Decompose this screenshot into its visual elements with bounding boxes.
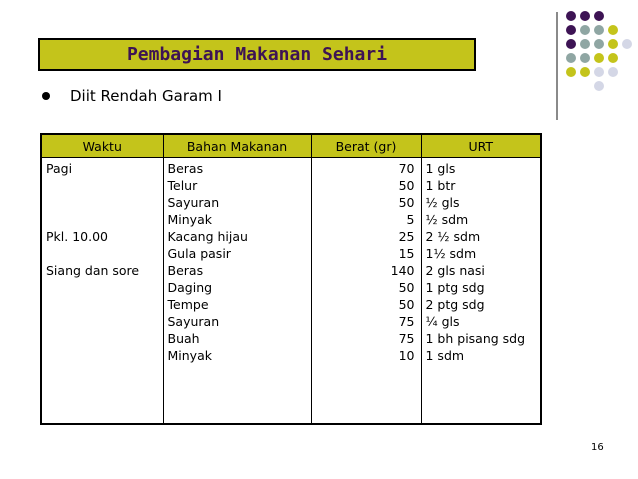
dot [566, 53, 576, 63]
dot [594, 67, 604, 77]
berat-line: 25 [398, 229, 415, 244]
slide-title: Pembagian Makanan Sehari [126, 44, 388, 65]
urt-line: 1 ptg sdg [425, 280, 485, 295]
decorative-dots [564, 10, 634, 100]
dot [594, 39, 604, 49]
dot [580, 67, 590, 77]
waktu-line: Pkl. 10.00 [46, 229, 108, 244]
table-row [41, 158, 541, 425]
waktu-line [46, 347, 159, 364]
dot [594, 11, 604, 21]
dot [594, 25, 604, 35]
urt-line: 1 gls [425, 161, 456, 176]
dot [622, 39, 632, 49]
bahan-line: Tempe [167, 297, 209, 312]
bahan-line: Telur [167, 178, 198, 193]
bullet-item [42, 87, 222, 105]
waktu-line: Siang dan sore [46, 263, 140, 278]
berat-line: 5 [406, 212, 415, 227]
header-urt: URT [421, 134, 541, 158]
bahan-line: Kacang hijau [167, 229, 248, 244]
cell-bahan [163, 158, 311, 425]
dot [566, 25, 576, 35]
table-header-row [41, 134, 541, 158]
bahan-line: Buah [167, 331, 200, 346]
waktu-line [46, 296, 159, 313]
bahan-line: Gula pasir [167, 246, 231, 261]
meal-table-wrapper [40, 133, 540, 425]
bahan-line: Sayuran [167, 195, 220, 210]
dot [566, 11, 576, 21]
dot [566, 39, 576, 49]
waktu-line [46, 194, 159, 211]
urt-line: 2 ptg sdg [425, 297, 485, 312]
header-bahan-makanan: Bahan Makanan [163, 134, 311, 158]
berat-line: 75 [398, 314, 415, 329]
waktu-line [46, 245, 159, 262]
bahan-line: Sayuran [167, 314, 220, 329]
waktu-line [46, 177, 159, 194]
urt-line: ½ sdm [425, 212, 469, 227]
dot [580, 39, 590, 49]
berat-line: 50 [398, 195, 415, 210]
waktu-line [46, 279, 159, 296]
decorative-divider [556, 12, 558, 120]
cell-berat [311, 158, 421, 425]
header-berat: Berat (gr) [311, 134, 421, 158]
dot [594, 53, 604, 63]
bahan-line: Beras [167, 161, 204, 176]
dot [594, 81, 604, 91]
meal-table [40, 133, 542, 425]
bahan-line: Minyak [167, 212, 212, 227]
urt-line: 1 btr [425, 178, 456, 193]
berat-line: 10 [398, 348, 415, 363]
berat-line: 140 [390, 263, 415, 278]
berat-line: 50 [398, 178, 415, 193]
title-banner [38, 38, 476, 71]
bahan-line: Beras [167, 263, 204, 278]
bahan-line: Daging [167, 280, 213, 295]
waktu-line [46, 211, 159, 228]
urt-line: 2 gls nasi [425, 263, 485, 278]
urt-line: ¼ gls [425, 314, 460, 329]
berat-line: 50 [398, 280, 415, 295]
bullet-text: Diit Rendah Garam I [70, 87, 222, 105]
urt-line: 1 sdm [425, 348, 465, 363]
dot [580, 53, 590, 63]
urt-line: 1 bh pisang sdg [425, 331, 526, 346]
header-waktu: Waktu [41, 134, 163, 158]
urt-line: 1½ sdm [425, 246, 477, 261]
waktu-line: Pagi [46, 161, 73, 176]
urt-line: ½ gls [425, 195, 460, 210]
dot [608, 39, 618, 49]
page-number: 16 [591, 442, 604, 453]
berat-line: 70 [398, 161, 415, 176]
berat-line: 15 [398, 246, 415, 261]
dot [566, 67, 576, 77]
waktu-line [46, 330, 159, 347]
dot [608, 53, 618, 63]
waktu-line [46, 313, 159, 330]
bullet-icon [42, 92, 50, 100]
cell-waktu [41, 158, 163, 425]
dot [580, 11, 590, 21]
cell-urt [421, 158, 541, 425]
bahan-line: Minyak [167, 348, 212, 363]
urt-line: 2 ½ sdm [425, 229, 481, 244]
dot [608, 25, 618, 35]
berat-line: 75 [398, 331, 415, 346]
berat-line: 50 [398, 297, 415, 312]
dot [608, 67, 618, 77]
dot [580, 25, 590, 35]
